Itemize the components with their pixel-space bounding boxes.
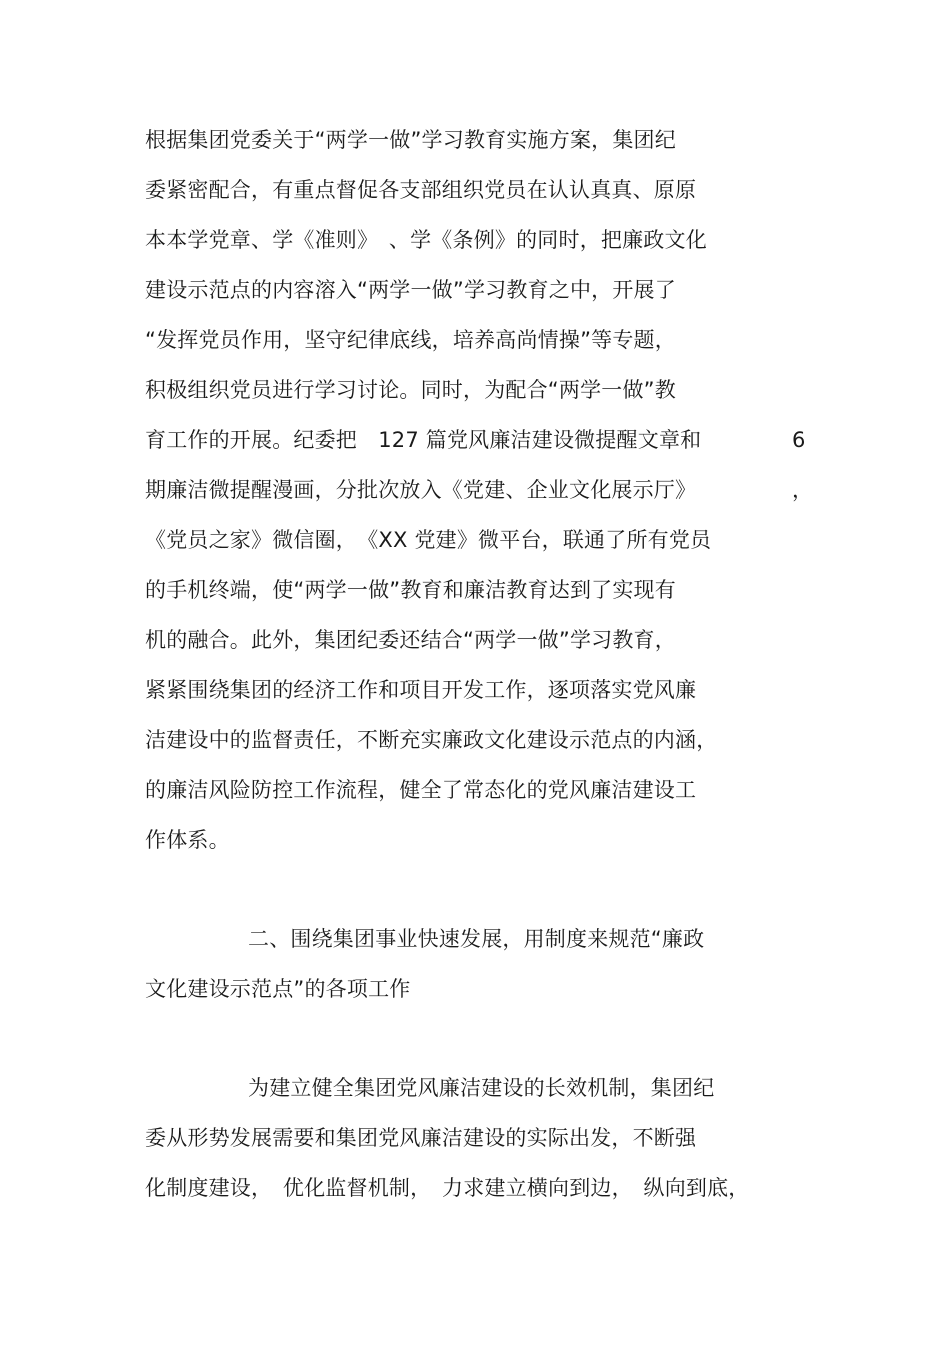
paragraph1-line-13: 洁建设中的监督责任，不断充实廉政文化建设示范点的内涵， bbox=[145, 728, 718, 752]
paragraph1-line-5: “发挥党员作用，坚守纪律底线，培养高尚情操”等专题， bbox=[145, 328, 676, 352]
paragraph1-line-15: 作体系。 bbox=[145, 828, 230, 852]
paragraph2-line-3: 化制度建设， 优化监督机制， 力求建立横向到边， 纵向到底， bbox=[145, 1176, 750, 1200]
paragraph1-line-9: 《党员之家》微信圈， 《XX 党建》微平台，联通了所有党员 bbox=[145, 528, 712, 552]
paragraph2-line-2: 委从形势发展需要和集团党风廉洁建设的实际出发，不断强 bbox=[145, 1126, 697, 1150]
paragraph1-line-3: 本本学党章、学《准则》 、学《条例》的同时，把廉政文化 bbox=[145, 228, 707, 252]
paragraph1-line-10: 的手机终端，使“两学一做”教育和廉洁教育达到了实现有 bbox=[145, 578, 676, 602]
section-heading-line-1: 二、围绕集团事业快速发展，用制度来规范“廉政 bbox=[248, 927, 705, 951]
paragraph1-line-2: 委紧密配合，有重点督促各支部组织党员在认认真真、原原 bbox=[145, 178, 697, 202]
paragraph1-line-12: 紧紧围绕集团的经济工作和项目开发工作，逐项落实党风廉 bbox=[145, 678, 697, 702]
paragraph2-line-1: 为建立健全集团党风廉洁建设的长效机制，集团纪 bbox=[248, 1076, 715, 1100]
paragraph1-line-11: 机的融合。此外，集团纪委还结合“两学一做”学习教育， bbox=[145, 628, 676, 652]
paragraph1-line-6: 积极组织党员进行学习讨论。同时，为配合“两学一做”教 bbox=[145, 378, 676, 402]
paragraph1-line-4: 建设示范点的内容溶入“两学一做”学习教育之中，开展了 bbox=[145, 278, 676, 302]
paragraph1-line-8: 期廉洁微提醒漫画，分批次放入《党建、企业文化展示厅》 bbox=[145, 478, 697, 502]
paragraph1-fragment-six: 6 bbox=[792, 428, 806, 452]
paragraph1-fragment-comma: ， bbox=[792, 478, 813, 502]
paragraph1-line-14: 的廉洁风险防控工作流程，健全了常态化的党风廉洁建设工 bbox=[145, 778, 697, 802]
paragraph1-line-7: 育工作的开展。纪委把 127 篇党风廉洁建设微提醒文章和 bbox=[145, 428, 702, 452]
section-heading-line-2: 文化建设示范点”的各项工作 bbox=[145, 977, 411, 1001]
paragraph1-line-1: 根据集团党委关于“两学一做”学习教育实施方案，集团纪 bbox=[145, 128, 676, 152]
